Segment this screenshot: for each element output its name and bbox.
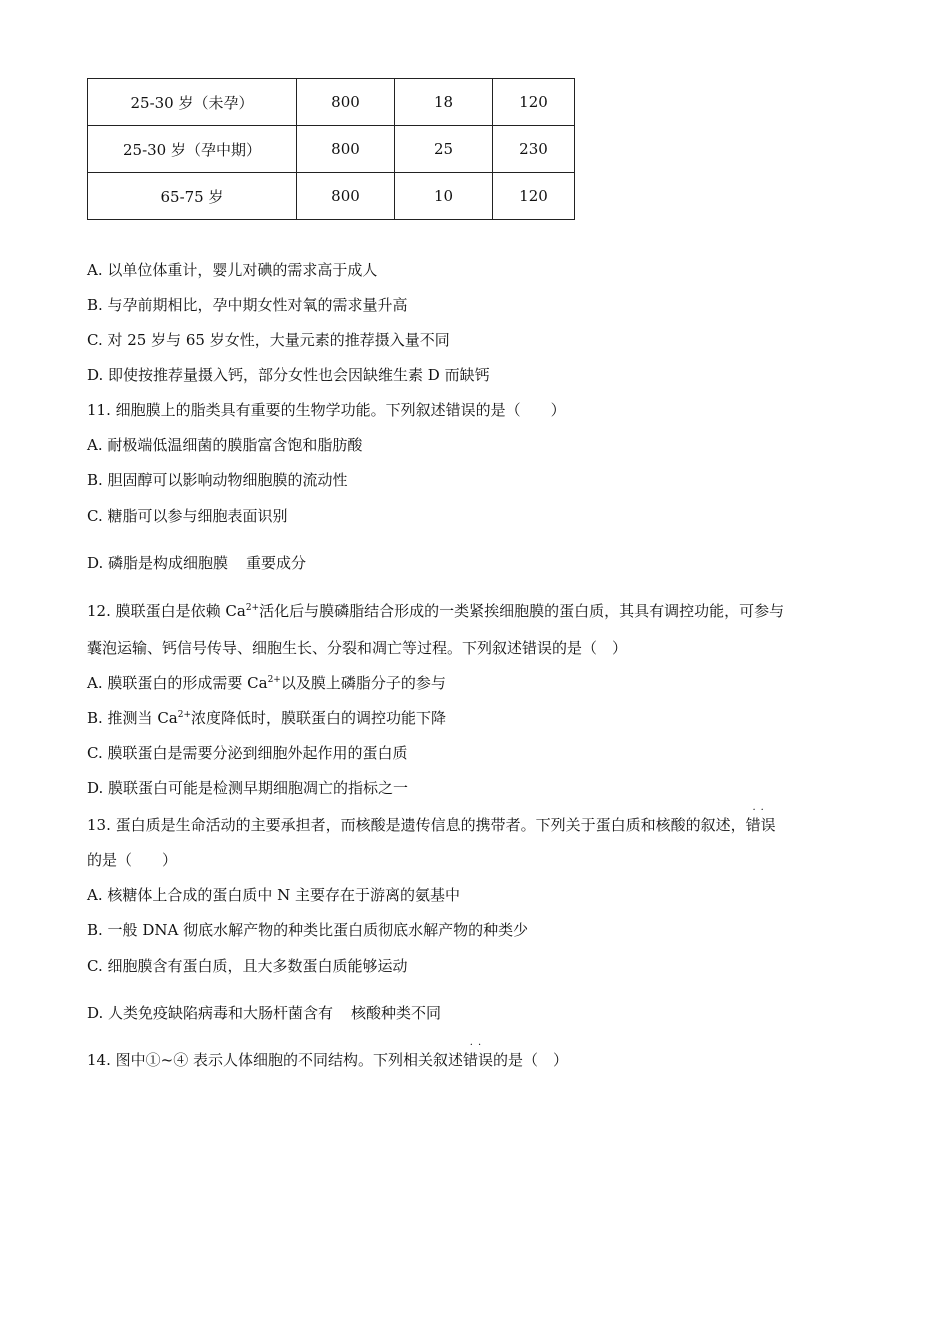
q13-option-c: C. 细胞膜含有蛋白质，且大多数蛋白质能够运动	[87, 957, 408, 975]
q12-option-c: C. 膜联蛋白是需要分泌到细胞外起作用的蛋白质	[87, 744, 408, 762]
q11-option-c: C. 糖脂可以参与细胞表面识别	[87, 507, 288, 525]
q14-emphasis	[462, 1040, 493, 1070]
q12-option-a	[87, 673, 446, 693]
table-cell: 25-30 岁（未孕）	[88, 79, 297, 126]
table-cell: 800	[297, 173, 395, 220]
table-cell: 65-75 岁	[88, 173, 297, 220]
q12-stem-line2: 囊泡运输、钙信号传导、细胞生长、分裂和凋亡等过程。下列叙述错误的是（ ）	[87, 639, 628, 657]
q13-stem-text: 13. 蛋白质是生命活动的主要承担者，而核酸是遗传信息的携带者。下列关于蛋白质和核酸的叙述，	[87, 816, 746, 834]
q14-stem-pre: 14. 图中①~④ 表示人体细胞的不同结构。下列相关叙述	[87, 1051, 463, 1069]
q12-option-b	[87, 708, 446, 728]
q14-stem	[87, 1040, 568, 1070]
q12-b-pre: B. 推测当 Ca	[87, 709, 178, 727]
q14-emphasis-text: 错误	[462, 1051, 493, 1069]
table-cell: 120	[493, 79, 575, 126]
table-row	[88, 79, 575, 126]
q12-b-sup: 2+	[177, 710, 192, 720]
nutrient-table	[87, 78, 575, 220]
table-cell: 25	[395, 126, 493, 173]
q12-a-post: 以及膜上磷脂分子的参与	[280, 674, 446, 692]
q13-option-b: B. 一般 DNA 彻底水解产物的种类比蛋白质彻底水解产物的种类少	[87, 921, 529, 939]
q10-option-b: B. 与孕前期相比，孕中期女性对氧的需求量升高	[87, 296, 408, 314]
q13-stem-line2: 的是（ ）	[87, 851, 178, 869]
table-cell: 18	[395, 79, 493, 126]
q11-stem: 11. 细胞膜上的脂类具有重要的生物学功能。下列叙述错误的是（ ）	[87, 401, 566, 419]
q12-stem-line1	[87, 601, 784, 621]
q12-stem-sup: 2+	[245, 603, 260, 613]
q11-option-d-pre: D. 磷脂是构成细胞膜	[87, 554, 229, 572]
q13-stem-line1	[87, 805, 776, 835]
table-cell: 10	[395, 173, 493, 220]
q12-a-sup: 2+	[267, 675, 281, 685]
q10-option-a: A. 以单位体重计，婴儿对碘的需求高于成人	[87, 261, 378, 279]
q13-option-d	[87, 1003, 441, 1023]
q12-b-post: 浓度降低时，膜联蛋白的调控功能下降	[191, 709, 447, 727]
q12-stem-post: 活化后与膜磷脂结合形成的一类紧挨细胞膜的蛋白质，其具有调控功能，可参与	[259, 602, 785, 620]
q11-option-d	[87, 553, 306, 573]
q10-option-c: C. 对 25 岁与 65 岁女性，大量元素的推荐摄入量不同	[87, 331, 450, 349]
q12-option-d: D. 膜联蛋白可能是检测早期细胞凋亡的指标之一	[87, 779, 409, 797]
q13-option-a: A. 核糖体上合成的蛋白质中 N 主要存在于游离的氨基中	[87, 886, 461, 904]
table-cell: 230	[493, 126, 575, 173]
q13-emphasis-text: 错误	[745, 816, 776, 834]
q13-d-pre: D. 人类免疫缺陷病毒和大肠杆菌含有	[87, 1004, 334, 1022]
q12-stem-pre: 12. 膜联蛋白是依赖 Ca	[87, 602, 246, 620]
q13-d-post: 核酸种类不同	[351, 1004, 442, 1022]
q11-option-d-post: 重要成分	[246, 554, 307, 572]
table-cell: 120	[493, 173, 575, 220]
q10-option-d: D. 即使按推荐量摄入钙，部分女性也会因缺维生素 D 而缺钙	[87, 366, 490, 384]
table-row	[88, 126, 575, 173]
q11-option-a: A. 耐极端低温细菌的膜脂富含饱和脂肪酸	[87, 436, 363, 454]
table-row	[88, 173, 575, 220]
q13-emphasis	[745, 805, 776, 835]
table-cell: 800	[297, 79, 395, 126]
q14-stem-post: 的是（ ）	[492, 1051, 568, 1069]
table-cell: 800	[297, 126, 395, 173]
table-cell: 25-30 岁（孕中期）	[88, 126, 297, 173]
q12-a-pre: A. 膜联蛋白的形成需要 Ca	[87, 674, 268, 692]
emphasis-dots: ··	[469, 1040, 487, 1051]
q11-option-b: B. 胆固醇可以影响动物细胞膜的流动性	[87, 471, 348, 489]
emphasis-dots: ··	[752, 805, 769, 816]
